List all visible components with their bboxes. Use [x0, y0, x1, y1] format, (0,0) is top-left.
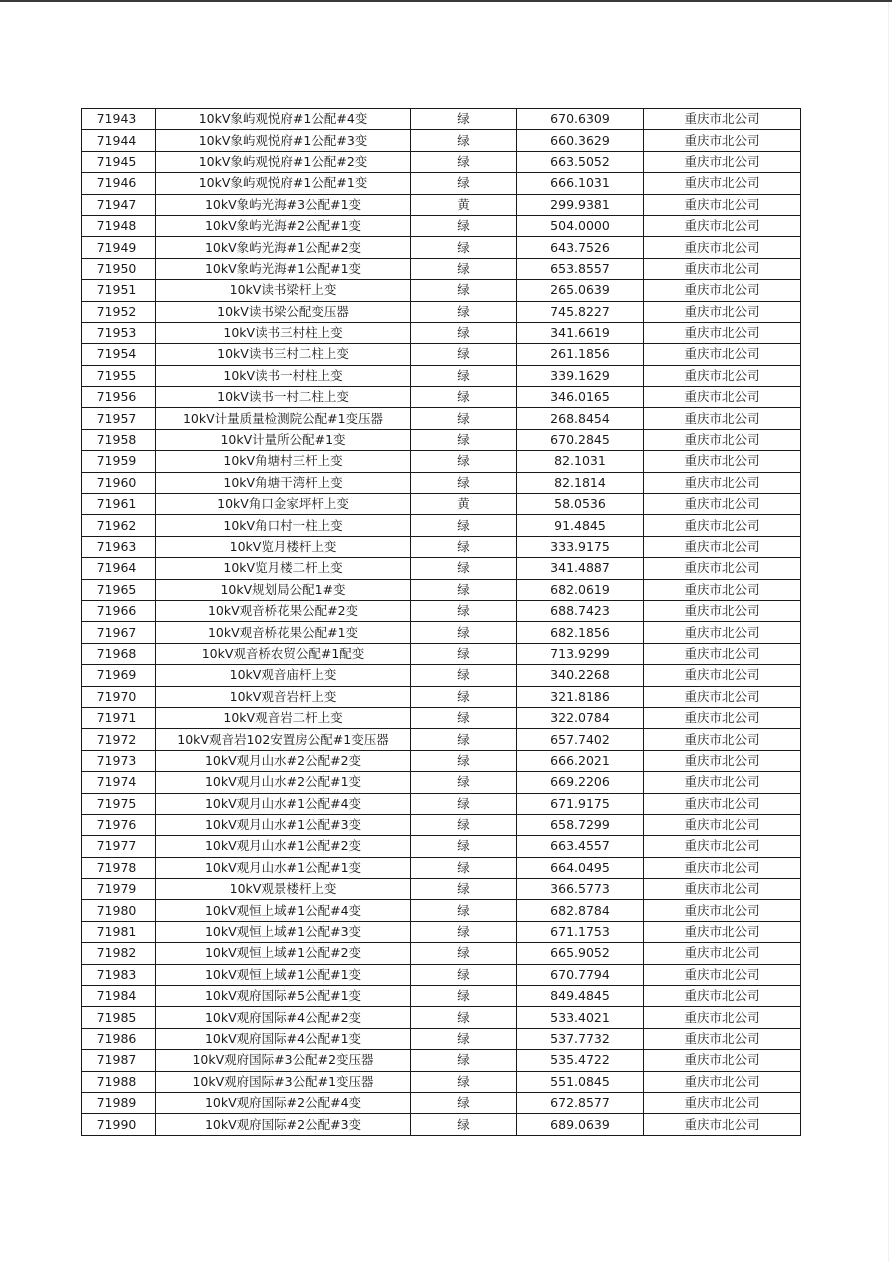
transformer-name-cell: 10kV观音岩102安置房公配#1变压器: [156, 729, 411, 750]
status-cell: 绿: [411, 900, 517, 921]
transformer-name-cell: 10kV角塘村三杆上变: [156, 451, 411, 472]
transformer-name-cell: 10kV象屿光海#2公配#1变: [156, 215, 411, 236]
transformer-name-cell: 10kV象屿观悦府#1公配#4变: [156, 109, 411, 130]
status-cell: 绿: [411, 130, 517, 151]
value-cell: 671.9175: [517, 793, 644, 814]
row-id-cell: 71980: [82, 900, 156, 921]
transformer-name-cell: 10kV读书梁公配变压器: [156, 301, 411, 322]
value-cell: 265.0639: [517, 280, 644, 301]
row-id-cell: 71972: [82, 729, 156, 750]
status-cell: 绿: [411, 237, 517, 258]
company-cell: 重庆市北公司: [644, 879, 801, 900]
company-cell: 重庆市北公司: [644, 194, 801, 215]
row-id-cell: 71968: [82, 643, 156, 664]
transformer-name-cell: 10kV规划局公配1#变: [156, 579, 411, 600]
company-cell: 重庆市北公司: [644, 408, 801, 429]
row-id-cell: 71978: [82, 857, 156, 878]
transformer-name-cell: 10kV计量质量检测院公配#1变压器: [156, 408, 411, 429]
transformer-name-cell: 10kV观府国际#2公配#3变: [156, 1114, 411, 1135]
company-cell: 重庆市北公司: [644, 472, 801, 493]
status-cell: 绿: [411, 1050, 517, 1071]
row-id-cell: 71944: [82, 130, 156, 151]
value-cell: 688.7423: [517, 600, 644, 621]
table-row: [82, 600, 801, 621]
table-row: [82, 900, 801, 921]
status-cell: 绿: [411, 686, 517, 707]
company-cell: 重庆市北公司: [644, 130, 801, 151]
row-id-cell: 71971: [82, 707, 156, 728]
company-cell: 重庆市北公司: [644, 964, 801, 985]
transformer-name-cell: 10kV览月楼二杆上变: [156, 558, 411, 579]
status-cell: 绿: [411, 365, 517, 386]
table-row: [82, 793, 801, 814]
table-row: [82, 1028, 801, 1049]
company-cell: 重庆市北公司: [644, 686, 801, 707]
table-row: [82, 536, 801, 557]
company-cell: 重庆市北公司: [644, 707, 801, 728]
value-cell: 346.0165: [517, 387, 644, 408]
table-row: [82, 322, 801, 343]
table-row: [82, 686, 801, 707]
table-row: [82, 579, 801, 600]
table-row: [82, 558, 801, 579]
transformer-name-cell: 10kV观景楼杆上变: [156, 879, 411, 900]
table-row: [82, 665, 801, 686]
company-cell: 重庆市北公司: [644, 344, 801, 365]
row-id-cell: 71988: [82, 1071, 156, 1092]
status-cell: 绿: [411, 280, 517, 301]
transformer-name-cell: 10kV象屿观悦府#1公配#1变: [156, 173, 411, 194]
transformer-name-cell: 10kV象屿观悦府#1公配#2变: [156, 151, 411, 172]
page-right-edge: [888, 2, 889, 1262]
company-cell: 重庆市北公司: [644, 215, 801, 236]
transformer-name-cell: 10kV观月山水#1公配#4变: [156, 793, 411, 814]
company-cell: 重庆市北公司: [644, 600, 801, 621]
value-cell: 91.4845: [517, 515, 644, 536]
value-cell: 666.1031: [517, 173, 644, 194]
company-cell: 重庆市北公司: [644, 558, 801, 579]
row-id-cell: 71964: [82, 558, 156, 579]
transformer-name-cell: 10kV读书三村柱上变: [156, 322, 411, 343]
transformer-name-cell: 10kV观府国际#2公配#4变: [156, 1092, 411, 1113]
company-cell: 重庆市北公司: [644, 1050, 801, 1071]
company-cell: 重庆市北公司: [644, 280, 801, 301]
value-cell: 653.8557: [517, 258, 644, 279]
transformer-name-cell: 10kV观音岩二杆上变: [156, 707, 411, 728]
row-id-cell: 71949: [82, 237, 156, 258]
transformer-name-cell: 10kV角口金家坪杆上变: [156, 494, 411, 515]
transformer-name-cell: 10kV角口村一柱上变: [156, 515, 411, 536]
value-cell: 670.2845: [517, 429, 644, 450]
table-body: [82, 109, 801, 1136]
transformer-name-cell: 10kV观月山水#1公配#1变: [156, 857, 411, 878]
status-cell: 绿: [411, 986, 517, 1007]
value-cell: 535.4722: [517, 1050, 644, 1071]
value-cell: 658.7299: [517, 814, 644, 835]
company-cell: 重庆市北公司: [644, 301, 801, 322]
status-cell: 绿: [411, 622, 517, 643]
transformer-name-cell: 10kV观月山水#2公配#1变: [156, 772, 411, 793]
value-cell: 340.2268: [517, 665, 644, 686]
table-row: [82, 622, 801, 643]
transformer-name-cell: 10kV观府国际#4公配#1变: [156, 1028, 411, 1049]
row-id-cell: 71959: [82, 451, 156, 472]
status-cell: 绿: [411, 857, 517, 878]
status-cell: 绿: [411, 793, 517, 814]
transformer-name-cell: 10kV观月山水#1公配#2变: [156, 836, 411, 857]
row-id-cell: 71953: [82, 322, 156, 343]
table-row: [82, 109, 801, 130]
status-cell: 绿: [411, 600, 517, 621]
table-row: [82, 1050, 801, 1071]
status-cell: 绿: [411, 1071, 517, 1092]
row-id-cell: 71951: [82, 280, 156, 301]
table-row: [82, 130, 801, 151]
transformer-name-cell: 10kV读书一村二柱上变: [156, 387, 411, 408]
transformer-name-cell: 10kV观音庙杆上变: [156, 665, 411, 686]
value-cell: 82.1814: [517, 472, 644, 493]
status-cell: 黄: [411, 494, 517, 515]
transformer-name-cell: 10kV观音桥花果公配#2变: [156, 600, 411, 621]
transformer-name-cell: 10kV读书三村二柱上变: [156, 344, 411, 365]
status-cell: 绿: [411, 173, 517, 194]
company-cell: 重庆市北公司: [644, 429, 801, 450]
company-cell: 重庆市北公司: [644, 836, 801, 857]
row-id-cell: 71948: [82, 215, 156, 236]
company-cell: 重庆市北公司: [644, 1007, 801, 1028]
value-cell: 366.5773: [517, 879, 644, 900]
value-cell: 299.9381: [517, 194, 644, 215]
table-row: [82, 814, 801, 835]
value-cell: 745.8227: [517, 301, 644, 322]
company-cell: 重庆市北公司: [644, 900, 801, 921]
row-id-cell: 71962: [82, 515, 156, 536]
table-row: [82, 151, 801, 172]
transformer-name-cell: 10kV观府国际#4公配#2变: [156, 1007, 411, 1028]
row-id-cell: 71981: [82, 921, 156, 942]
status-cell: 绿: [411, 772, 517, 793]
row-id-cell: 71982: [82, 943, 156, 964]
value-cell: 689.0639: [517, 1114, 644, 1135]
transformer-name-cell: 10kV象屿光海#1公配#2变: [156, 237, 411, 258]
row-id-cell: 71987: [82, 1050, 156, 1071]
row-id-cell: 71983: [82, 964, 156, 985]
status-cell: 绿: [411, 258, 517, 279]
row-id-cell: 71960: [82, 472, 156, 493]
company-cell: 重庆市北公司: [644, 1114, 801, 1135]
value-cell: 339.1629: [517, 365, 644, 386]
company-cell: 重庆市北公司: [644, 1071, 801, 1092]
transformer-name-cell: 10kV象屿光海#1公配#1变: [156, 258, 411, 279]
status-cell: 绿: [411, 344, 517, 365]
table-row: [82, 879, 801, 900]
table-row: [82, 836, 801, 857]
company-cell: 重庆市北公司: [644, 109, 801, 130]
company-cell: 重庆市北公司: [644, 322, 801, 343]
company-cell: 重庆市北公司: [644, 515, 801, 536]
table-row: [82, 301, 801, 322]
row-id-cell: 71989: [82, 1092, 156, 1113]
row-id-cell: 71945: [82, 151, 156, 172]
row-id-cell: 71979: [82, 879, 156, 900]
page-top-border: [0, 0, 892, 2]
value-cell: 533.4021: [517, 1007, 644, 1028]
value-cell: 537.7732: [517, 1028, 644, 1049]
row-id-cell: 71974: [82, 772, 156, 793]
row-id-cell: 71969: [82, 665, 156, 686]
status-cell: 绿: [411, 536, 517, 557]
transformer-name-cell: 10kV观音桥农贸公配#1配变: [156, 643, 411, 664]
table-row: [82, 408, 801, 429]
status-cell: 黄: [411, 194, 517, 215]
row-id-cell: 71966: [82, 600, 156, 621]
table-row: [82, 772, 801, 793]
table-row: [82, 387, 801, 408]
table-row: [82, 258, 801, 279]
table-row: [82, 1092, 801, 1113]
table-row: [82, 707, 801, 728]
transformer-name-cell: 10kV览月楼杆上变: [156, 536, 411, 557]
table-row: [82, 494, 801, 515]
row-id-cell: 71947: [82, 194, 156, 215]
company-cell: 重庆市北公司: [644, 451, 801, 472]
table-row: [82, 1071, 801, 1092]
company-cell: 重庆市北公司: [644, 622, 801, 643]
status-cell: 绿: [411, 665, 517, 686]
row-id-cell: 71985: [82, 1007, 156, 1028]
status-cell: 绿: [411, 814, 517, 835]
row-id-cell: 71965: [82, 579, 156, 600]
table-row: [82, 365, 801, 386]
table-row: [82, 857, 801, 878]
status-cell: 绿: [411, 729, 517, 750]
company-cell: 重庆市北公司: [644, 258, 801, 279]
table-row: [82, 986, 801, 1007]
value-cell: 663.4557: [517, 836, 644, 857]
status-cell: 绿: [411, 1028, 517, 1049]
status-cell: 绿: [411, 151, 517, 172]
status-cell: 绿: [411, 964, 517, 985]
value-cell: 849.4845: [517, 986, 644, 1007]
table-row: [82, 964, 801, 985]
value-cell: 321.8186: [517, 686, 644, 707]
row-id-cell: 71984: [82, 986, 156, 1007]
company-cell: 重庆市北公司: [644, 1028, 801, 1049]
transformer-table: [81, 108, 801, 1136]
transformer-name-cell: 10kV计量所公配#1变: [156, 429, 411, 450]
status-cell: 绿: [411, 1007, 517, 1028]
status-cell: 绿: [411, 451, 517, 472]
company-cell: 重庆市北公司: [644, 750, 801, 771]
value-cell: 657.7402: [517, 729, 644, 750]
row-id-cell: 71975: [82, 793, 156, 814]
value-cell: 713.9299: [517, 643, 644, 664]
status-cell: 绿: [411, 643, 517, 664]
table-row: [82, 1007, 801, 1028]
value-cell: 341.6619: [517, 322, 644, 343]
row-id-cell: 71973: [82, 750, 156, 771]
status-cell: 绿: [411, 387, 517, 408]
row-id-cell: 71950: [82, 258, 156, 279]
status-cell: 绿: [411, 472, 517, 493]
company-cell: 重庆市北公司: [644, 365, 801, 386]
table-row: [82, 344, 801, 365]
value-cell: 660.3629: [517, 130, 644, 151]
status-cell: 绿: [411, 215, 517, 236]
transformer-name-cell: 10kV观恒上域#1公配#1变: [156, 964, 411, 985]
table-row: [82, 280, 801, 301]
transformer-name-cell: 10kV观恒上域#1公配#3变: [156, 921, 411, 942]
company-cell: 重庆市北公司: [644, 579, 801, 600]
row-id-cell: 71967: [82, 622, 156, 643]
transformer-name-cell: 10kV角塘干湾杆上变: [156, 472, 411, 493]
value-cell: 268.8454: [517, 408, 644, 429]
status-cell: 绿: [411, 579, 517, 600]
row-id-cell: 71943: [82, 109, 156, 130]
transformer-name-cell: 10kV象屿光海#3公配#1变: [156, 194, 411, 215]
company-cell: 重庆市北公司: [644, 536, 801, 557]
status-cell: 绿: [411, 1114, 517, 1135]
status-cell: 绿: [411, 408, 517, 429]
table-row: [82, 515, 801, 536]
status-cell: 绿: [411, 429, 517, 450]
value-cell: 643.7526: [517, 237, 644, 258]
company-cell: 重庆市北公司: [644, 921, 801, 942]
row-id-cell: 71958: [82, 429, 156, 450]
value-cell: 671.1753: [517, 921, 644, 942]
company-cell: 重庆市北公司: [644, 494, 801, 515]
table-row: [82, 451, 801, 472]
transformer-name-cell: 10kV读书梁杆上变: [156, 280, 411, 301]
value-cell: 665.9052: [517, 943, 644, 964]
transformer-name-cell: 10kV观府国际#5公配#1变: [156, 986, 411, 1007]
status-cell: 绿: [411, 1092, 517, 1113]
row-id-cell: 71956: [82, 387, 156, 408]
status-cell: 绿: [411, 921, 517, 942]
value-cell: 682.8784: [517, 900, 644, 921]
company-cell: 重庆市北公司: [644, 173, 801, 194]
transformer-name-cell: 10kV观月山水#2公配#2变: [156, 750, 411, 771]
value-cell: 672.8577: [517, 1092, 644, 1113]
status-cell: 绿: [411, 879, 517, 900]
row-id-cell: 71990: [82, 1114, 156, 1135]
transformer-name-cell: 10kV读书一村柱上变: [156, 365, 411, 386]
company-cell: 重庆市北公司: [644, 151, 801, 172]
company-cell: 重庆市北公司: [644, 1092, 801, 1113]
company-cell: 重庆市北公司: [644, 986, 801, 1007]
transformer-name-cell: 10kV观府国际#3公配#1变压器: [156, 1071, 411, 1092]
row-id-cell: 71957: [82, 408, 156, 429]
table-row: [82, 943, 801, 964]
transformer-name-cell: 10kV观音桥花果公配#1变: [156, 622, 411, 643]
transformer-name-cell: 10kV观音岩杆上变: [156, 686, 411, 707]
row-id-cell: 71976: [82, 814, 156, 835]
table-row: [82, 194, 801, 215]
value-cell: 82.1031: [517, 451, 644, 472]
table-row: [82, 643, 801, 664]
row-id-cell: 71946: [82, 173, 156, 194]
transformer-name-cell: 10kV象屿观悦府#1公配#3变: [156, 130, 411, 151]
transformer-name-cell: 10kV观恒上域#1公配#2变: [156, 943, 411, 964]
value-cell: 504.0000: [517, 215, 644, 236]
company-cell: 重庆市北公司: [644, 943, 801, 964]
table-row: [82, 237, 801, 258]
status-cell: 绿: [411, 322, 517, 343]
company-cell: 重庆市北公司: [644, 729, 801, 750]
row-id-cell: 71954: [82, 344, 156, 365]
value-cell: 682.0619: [517, 579, 644, 600]
company-cell: 重庆市北公司: [644, 665, 801, 686]
transformer-name-cell: 10kV观府国际#3公配#2变压器: [156, 1050, 411, 1071]
status-cell: 绿: [411, 750, 517, 771]
value-cell: 669.2206: [517, 772, 644, 793]
value-cell: 682.1856: [517, 622, 644, 643]
value-cell: 670.7794: [517, 964, 644, 985]
value-cell: 551.0845: [517, 1071, 644, 1092]
table-row: [82, 173, 801, 194]
value-cell: 670.6309: [517, 109, 644, 130]
transformer-name-cell: 10kV观月山水#1公配#3变: [156, 814, 411, 835]
row-id-cell: 71963: [82, 536, 156, 557]
table-row: [82, 1114, 801, 1135]
table-row: [82, 921, 801, 942]
status-cell: 绿: [411, 558, 517, 579]
status-cell: 绿: [411, 109, 517, 130]
company-cell: 重庆市北公司: [644, 643, 801, 664]
status-cell: 绿: [411, 836, 517, 857]
value-cell: 341.4887: [517, 558, 644, 579]
value-cell: 322.0784: [517, 707, 644, 728]
row-id-cell: 71977: [82, 836, 156, 857]
company-cell: 重庆市北公司: [644, 237, 801, 258]
value-cell: 261.1856: [517, 344, 644, 365]
value-cell: 58.0536: [517, 494, 644, 515]
value-cell: 663.5052: [517, 151, 644, 172]
row-id-cell: 71952: [82, 301, 156, 322]
value-cell: 333.9175: [517, 536, 644, 557]
company-cell: 重庆市北公司: [644, 793, 801, 814]
transformer-name-cell: 10kV观恒上域#1公配#4变: [156, 900, 411, 921]
row-id-cell: 71986: [82, 1028, 156, 1049]
status-cell: 绿: [411, 301, 517, 322]
company-cell: 重庆市北公司: [644, 772, 801, 793]
status-cell: 绿: [411, 515, 517, 536]
company-cell: 重庆市北公司: [644, 857, 801, 878]
value-cell: 664.0495: [517, 857, 644, 878]
table-row: [82, 750, 801, 771]
company-cell: 重庆市北公司: [644, 387, 801, 408]
value-cell: 666.2021: [517, 750, 644, 771]
status-cell: 绿: [411, 943, 517, 964]
company-cell: 重庆市北公司: [644, 814, 801, 835]
table-row: [82, 215, 801, 236]
table-row: [82, 729, 801, 750]
row-id-cell: 71961: [82, 494, 156, 515]
table-row: [82, 429, 801, 450]
row-id-cell: 71955: [82, 365, 156, 386]
table-row: [82, 472, 801, 493]
status-cell: 绿: [411, 707, 517, 728]
row-id-cell: 71970: [82, 686, 156, 707]
